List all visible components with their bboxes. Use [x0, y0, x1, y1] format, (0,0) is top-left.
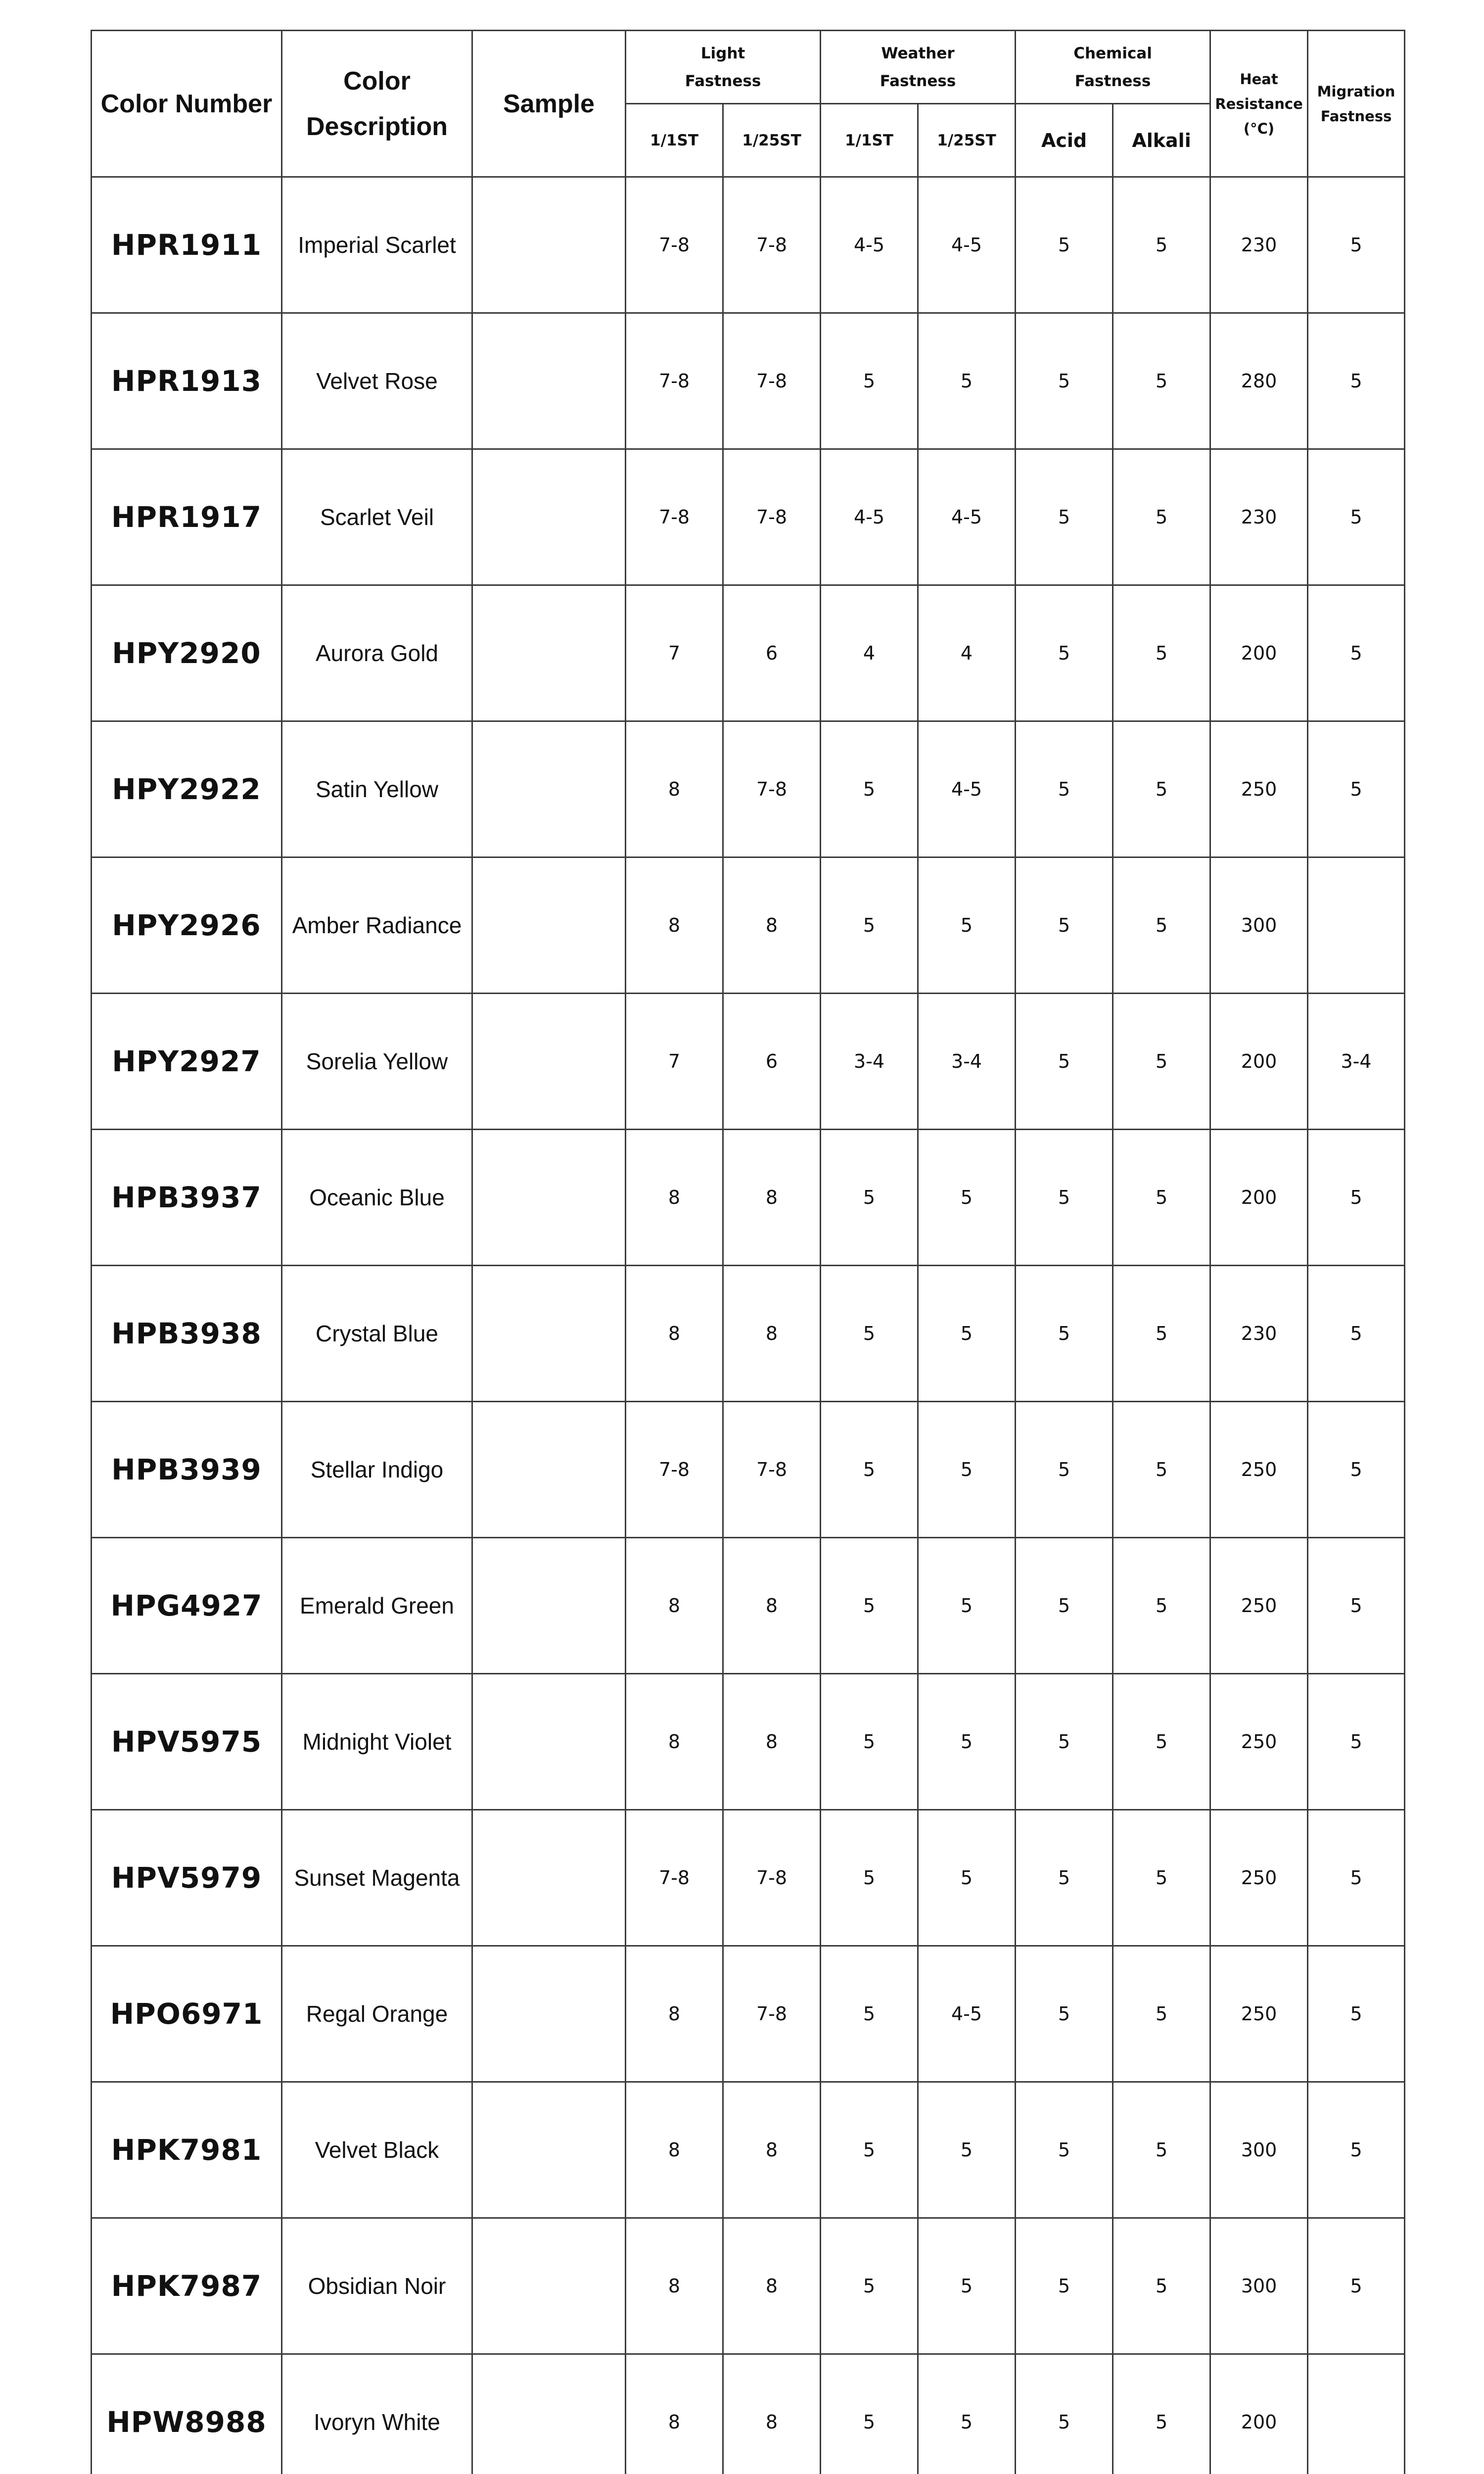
heat-resistance: 300 [1210, 2218, 1308, 2354]
color-description-cell [282, 1266, 472, 1402]
table-row [92, 2218, 1405, 2354]
acid-fastness: 5 [1016, 177, 1113, 313]
sample-cell [472, 313, 626, 449]
header-weather-fastness: Weather Fastness [821, 31, 1016, 104]
color-number: HPO6971 [110, 1997, 263, 2031]
color-description-cell [282, 994, 472, 1130]
alkali-fastness: 5 [1113, 1674, 1210, 1810]
alkali-fastness: 5 [1113, 1266, 1210, 1402]
alkali-fastness: 5 [1113, 721, 1210, 857]
weather-fastness-1-1st: 5 [821, 1402, 918, 1538]
color-number: HPY2927 [112, 1045, 261, 1078]
color-description: Stellar Indigo [310, 1457, 444, 1482]
migration-fastness: 5 [1308, 1810, 1405, 1946]
color-number-cell [92, 313, 282, 449]
color-number-cell [92, 1674, 282, 1810]
color-number-cell [92, 1402, 282, 1538]
alkali-fastness: 5 [1113, 1402, 1210, 1538]
alkali-fastness: 5 [1113, 2354, 1210, 2474]
heat-resistance: 300 [1210, 857, 1308, 994]
heat-resistance: 280 [1210, 313, 1308, 449]
heat-resistance: 200 [1210, 585, 1308, 721]
color-number: HPB3938 [111, 1317, 262, 1350]
light-fastness-1-1st: 8 [626, 857, 723, 994]
light-fastness-1-1st: 7-8 [626, 313, 723, 449]
alkali-fastness: 5 [1113, 585, 1210, 721]
alkali-fastness: 5 [1113, 1946, 1210, 2082]
acid-fastness: 5 [1016, 1674, 1113, 1810]
alkali-fastness: 5 [1113, 1130, 1210, 1266]
color-description: Midnight Violet [302, 1729, 452, 1755]
weather-fastness-1-1st: 5 [821, 313, 918, 449]
color-number: HPR1913 [111, 364, 262, 398]
table-row [92, 313, 1405, 449]
table-row [92, 177, 1405, 313]
migration-fastness: 5 [1308, 1130, 1405, 1266]
light-fastness-1-1st: 8 [626, 1266, 723, 1402]
light-fastness-1-25st: 8 [723, 2218, 821, 2354]
color-description: Velvet Rose [316, 368, 438, 394]
header-migration-fastness: Migration Fastness [1308, 31, 1405, 177]
color-number: HPR1917 [111, 500, 262, 534]
acid-fastness: 5 [1016, 1538, 1113, 1674]
light-fastness-1-25st: 8 [723, 1130, 821, 1266]
acid-fastness: 5 [1016, 1810, 1113, 1946]
acid-fastness: 5 [1016, 2082, 1113, 2218]
color-description-cell [282, 857, 472, 994]
table-row [92, 2354, 1405, 2474]
table-row [92, 1266, 1405, 1402]
table-row [92, 994, 1405, 1130]
light-fastness-1-1st: 8 [626, 1946, 723, 2082]
weather-fastness-1-1st: 5 [821, 721, 918, 857]
color-number: HPY2926 [112, 908, 261, 942]
color-number: HPV5979 [111, 1861, 262, 1895]
light-fastness-1-1st: 8 [626, 2354, 723, 2474]
light-fastness-1-25st: 8 [723, 1538, 821, 1674]
alkali-fastness: 5 [1113, 449, 1210, 585]
migration-fastness [1308, 2354, 1405, 2474]
heat-resistance: 250 [1210, 1946, 1308, 2082]
weather-fastness-1-25st: 4-5 [918, 177, 1016, 313]
subheader-acid: Acid [1016, 104, 1113, 177]
alkali-fastness: 5 [1113, 1538, 1210, 1674]
header-sample: Sample [472, 31, 626, 177]
light-fastness-1-25st: 7-8 [723, 313, 821, 449]
color-number: HPG4927 [110, 1589, 263, 1622]
acid-fastness: 5 [1016, 1402, 1113, 1538]
color-description-cell [282, 449, 472, 585]
light-fastness-1-1st: 7-8 [626, 1810, 723, 1946]
weather-fastness-1-25st: 4-5 [918, 1946, 1016, 2082]
color-number-cell [92, 1130, 282, 1266]
migration-fastness: 5 [1308, 1674, 1405, 1810]
light-fastness-1-1st: 7-8 [626, 177, 723, 313]
sample-cell [472, 2082, 626, 2218]
header-chemical-fastness: Chemical Fastness [1016, 31, 1210, 104]
color-number-cell [92, 449, 282, 585]
weather-fastness-1-1st: 5 [821, 857, 918, 994]
acid-fastness: 5 [1016, 721, 1113, 857]
weather-fastness-1-1st: 5 [821, 1538, 918, 1674]
light-fastness-1-1st: 8 [626, 2218, 723, 2354]
color-number: HPV5975 [111, 1725, 262, 1759]
subheader-light-1-1st: 1/1ST [626, 104, 723, 177]
heat-resistance: 300 [1210, 2082, 1308, 2218]
alkali-fastness: 5 [1113, 177, 1210, 313]
sample-cell [472, 1266, 626, 1402]
sample-cell [472, 1402, 626, 1538]
sample-cell [472, 1130, 626, 1266]
subheader-weather-1-1st: 1/1ST [821, 104, 918, 177]
weather-fastness-1-1st: 4-5 [821, 449, 918, 585]
light-fastness-1-1st: 8 [626, 2082, 723, 2218]
light-fastness-1-25st: 7-8 [723, 1946, 821, 2082]
weather-fastness-1-1st: 5 [821, 1810, 918, 1946]
migration-fastness: 5 [1308, 1266, 1405, 1402]
heat-resistance: 200 [1210, 2354, 1308, 2474]
color-number: HPB3939 [111, 1453, 262, 1486]
color-description-cell [282, 313, 472, 449]
color-number: HPY2922 [112, 772, 261, 806]
weather-fastness-1-1st: 3-4 [821, 994, 918, 1130]
color-description-cell [282, 177, 472, 313]
weather-fastness-1-25st: 4-5 [918, 449, 1016, 585]
color-description-cell [282, 721, 472, 857]
light-fastness-1-1st: 7 [626, 585, 723, 721]
color-description-cell [282, 2354, 472, 2474]
light-fastness-1-25st: 8 [723, 857, 821, 994]
sample-cell [472, 2218, 626, 2354]
alkali-fastness: 5 [1113, 994, 1210, 1130]
color-number-cell [92, 1266, 282, 1402]
weather-fastness-1-1st: 5 [821, 2082, 918, 2218]
acid-fastness: 5 [1016, 585, 1113, 721]
color-number-cell [92, 177, 282, 313]
sample-cell [472, 994, 626, 1130]
color-number: HPK7981 [111, 2133, 262, 2167]
color-number: HPW8988 [106, 2405, 267, 2439]
migration-fastness: 5 [1308, 1402, 1405, 1538]
weather-fastness-1-1st: 4 [821, 585, 918, 721]
light-fastness-1-1st: 8 [626, 721, 723, 857]
color-number-cell [92, 721, 282, 857]
light-fastness-1-25st: 7-8 [723, 1810, 821, 1946]
alkali-fastness: 5 [1113, 2082, 1210, 2218]
color-description-cell [282, 1402, 472, 1538]
light-fastness-1-25st: 7-8 [723, 721, 821, 857]
light-fastness-1-25st: 8 [723, 1266, 821, 1402]
color-number: HPK7987 [111, 2269, 262, 2303]
table-row [92, 1810, 1405, 1946]
weather-fastness-1-1st: 5 [821, 1266, 918, 1402]
pigment-properties-table [91, 30, 1405, 2474]
header-light-fastness: Light Fastness [626, 31, 821, 104]
heat-resistance: 250 [1210, 721, 1308, 857]
acid-fastness: 5 [1016, 313, 1113, 449]
color-number-cell [92, 2082, 282, 2218]
sample-cell [472, 1538, 626, 1674]
alkali-fastness: 5 [1113, 313, 1210, 449]
sample-cell [472, 585, 626, 721]
color-number-cell [92, 2218, 282, 2354]
weather-fastness-1-25st: 5 [918, 1266, 1016, 1402]
weather-fastness-1-25st: 5 [918, 1538, 1016, 1674]
sample-cell [472, 857, 626, 994]
weather-fastness-1-1st: 5 [821, 2218, 918, 2354]
weather-fastness-1-25st: 5 [918, 1402, 1016, 1538]
heat-resistance: 250 [1210, 1538, 1308, 1674]
weather-fastness-1-25st: 5 [918, 2354, 1016, 2474]
weather-fastness-1-1st: 5 [821, 1946, 918, 2082]
weather-fastness-1-1st: 5 [821, 1674, 918, 1810]
heat-resistance: 250 [1210, 1810, 1308, 1946]
color-description: Oceanic Blue [309, 1185, 445, 1210]
color-number-cell [92, 585, 282, 721]
color-number: HPR1911 [111, 228, 262, 262]
weather-fastness-1-1st: 5 [821, 2354, 918, 2474]
color-description-cell [282, 1130, 472, 1266]
color-description: Regal Orange [306, 2001, 448, 2027]
color-number: HPB3937 [111, 1181, 262, 1214]
color-description-cell [282, 1810, 472, 1946]
alkali-fastness: 5 [1113, 1810, 1210, 1946]
migration-fastness: 5 [1308, 585, 1405, 721]
color-description: Amber Radiance [292, 912, 462, 938]
color-number-cell [92, 1538, 282, 1674]
alkali-fastness: 5 [1113, 2218, 1210, 2354]
weather-fastness-1-25st: 5 [918, 1810, 1016, 1946]
light-fastness-1-25st: 6 [723, 585, 821, 721]
weather-fastness-1-25st: 5 [918, 313, 1016, 449]
table-row [92, 1946, 1405, 2082]
light-fastness-1-25st: 8 [723, 1674, 821, 1810]
table-row [92, 449, 1405, 585]
color-description-cell [282, 1538, 472, 1674]
table-row [92, 2082, 1405, 2218]
subheader-light-1-25st: 1/25ST [723, 104, 821, 177]
header-color-number: Color Number [92, 31, 282, 177]
color-description: Emerald Green [300, 1593, 454, 1618]
light-fastness-1-1st: 7 [626, 994, 723, 1130]
heat-resistance: 230 [1210, 449, 1308, 585]
color-number-cell [92, 994, 282, 1130]
acid-fastness: 5 [1016, 857, 1113, 994]
color-description-cell [282, 1674, 472, 1810]
weather-fastness-1-25st: 5 [918, 2218, 1016, 2354]
table-row [92, 1130, 1405, 1266]
table-row [92, 585, 1405, 721]
table-row [92, 1674, 1405, 1810]
color-description-cell [282, 2082, 472, 2218]
migration-fastness: 5 [1308, 449, 1405, 585]
light-fastness-1-1st: 8 [626, 1130, 723, 1266]
color-description-cell [282, 2218, 472, 2354]
weather-fastness-1-1st: 5 [821, 1130, 918, 1266]
color-description: Sunset Magenta [294, 1865, 460, 1891]
sample-cell [472, 177, 626, 313]
migration-fastness: 3-4 [1308, 994, 1405, 1130]
subheader-alkali: Alkali [1113, 104, 1210, 177]
heat-resistance: 230 [1210, 177, 1308, 313]
color-description: Ivoryn White [314, 2409, 440, 2435]
weather-fastness-1-25st: 3-4 [918, 994, 1016, 1130]
acid-fastness: 5 [1016, 994, 1113, 1130]
color-description: Sorelia Yellow [306, 1048, 448, 1074]
sample-cell [472, 2354, 626, 2474]
migration-fastness: 5 [1308, 1538, 1405, 1674]
light-fastness-1-25st: 8 [723, 2082, 821, 2218]
color-number: HPY2920 [112, 636, 261, 670]
migration-fastness: 5 [1308, 1946, 1405, 2082]
color-description: Aurora Gold [315, 640, 438, 666]
heat-resistance: 250 [1210, 1674, 1308, 1810]
table-header [92, 31, 1405, 177]
color-number-cell [92, 1810, 282, 1946]
color-description-cell [282, 585, 472, 721]
acid-fastness: 5 [1016, 1266, 1113, 1402]
light-fastness-1-1st: 7-8 [626, 449, 723, 585]
header-heat-resistance: Heat Resistance (°C) [1210, 31, 1308, 177]
weather-fastness-1-25st: 5 [918, 2082, 1016, 2218]
heat-resistance: 200 [1210, 994, 1308, 1130]
migration-fastness: 5 [1308, 313, 1405, 449]
light-fastness-1-25st: 6 [723, 994, 821, 1130]
migration-fastness: 5 [1308, 2218, 1405, 2354]
light-fastness-1-25st: 7-8 [723, 177, 821, 313]
weather-fastness-1-25st: 5 [918, 1130, 1016, 1266]
weather-fastness-1-1st: 4-5 [821, 177, 918, 313]
color-description: Imperial Scarlet [298, 232, 456, 258]
sample-cell [472, 1810, 626, 1946]
color-number-cell [92, 857, 282, 994]
light-fastness-1-1st: 8 [626, 1674, 723, 1810]
alkali-fastness: 5 [1113, 857, 1210, 994]
migration-fastness: 5 [1308, 2082, 1405, 2218]
subheader-weather-1-25st: 1/25ST [918, 104, 1016, 177]
pigment-spec-sheet [91, 30, 1404, 2474]
sample-cell [472, 1946, 626, 2082]
table-row [92, 721, 1405, 857]
color-description: Obsidian Noir [308, 2273, 446, 2299]
light-fastness-1-25st: 7-8 [723, 1402, 821, 1538]
color-number-cell [92, 1946, 282, 2082]
sample-cell [472, 721, 626, 857]
table-row [92, 1538, 1405, 1674]
light-fastness-1-1st: 7-8 [626, 1402, 723, 1538]
weather-fastness-1-25st: 5 [918, 857, 1016, 994]
acid-fastness: 5 [1016, 1130, 1113, 1266]
weather-fastness-1-25st: 4 [918, 585, 1016, 721]
color-description: Velvet Black [315, 2137, 439, 2163]
acid-fastness: 5 [1016, 449, 1113, 585]
acid-fastness: 5 [1016, 1946, 1113, 2082]
light-fastness-1-25st: 8 [723, 2354, 821, 2474]
table-row [92, 857, 1405, 994]
color-description: Scarlet Veil [320, 504, 434, 530]
heat-resistance: 250 [1210, 1402, 1308, 1538]
acid-fastness: 5 [1016, 2218, 1113, 2354]
header-color-description: Color Description [282, 31, 472, 177]
weather-fastness-1-25st: 5 [918, 1674, 1016, 1810]
sample-cell [472, 449, 626, 585]
migration-fastness [1308, 857, 1405, 994]
heat-resistance: 230 [1210, 1266, 1308, 1402]
table-body [92, 177, 1405, 2474]
migration-fastness: 5 [1308, 177, 1405, 313]
color-description: Crystal Blue [316, 1321, 438, 1346]
migration-fastness: 5 [1308, 721, 1405, 857]
sample-cell [472, 1674, 626, 1810]
color-number-cell [92, 2354, 282, 2474]
light-fastness-1-25st: 7-8 [723, 449, 821, 585]
heat-resistance: 200 [1210, 1130, 1308, 1266]
color-description-cell [282, 1946, 472, 2082]
table-row [92, 1402, 1405, 1538]
weather-fastness-1-25st: 4-5 [918, 721, 1016, 857]
light-fastness-1-1st: 8 [626, 1538, 723, 1674]
acid-fastness: 5 [1016, 2354, 1113, 2474]
color-description: Satin Yellow [315, 776, 439, 802]
